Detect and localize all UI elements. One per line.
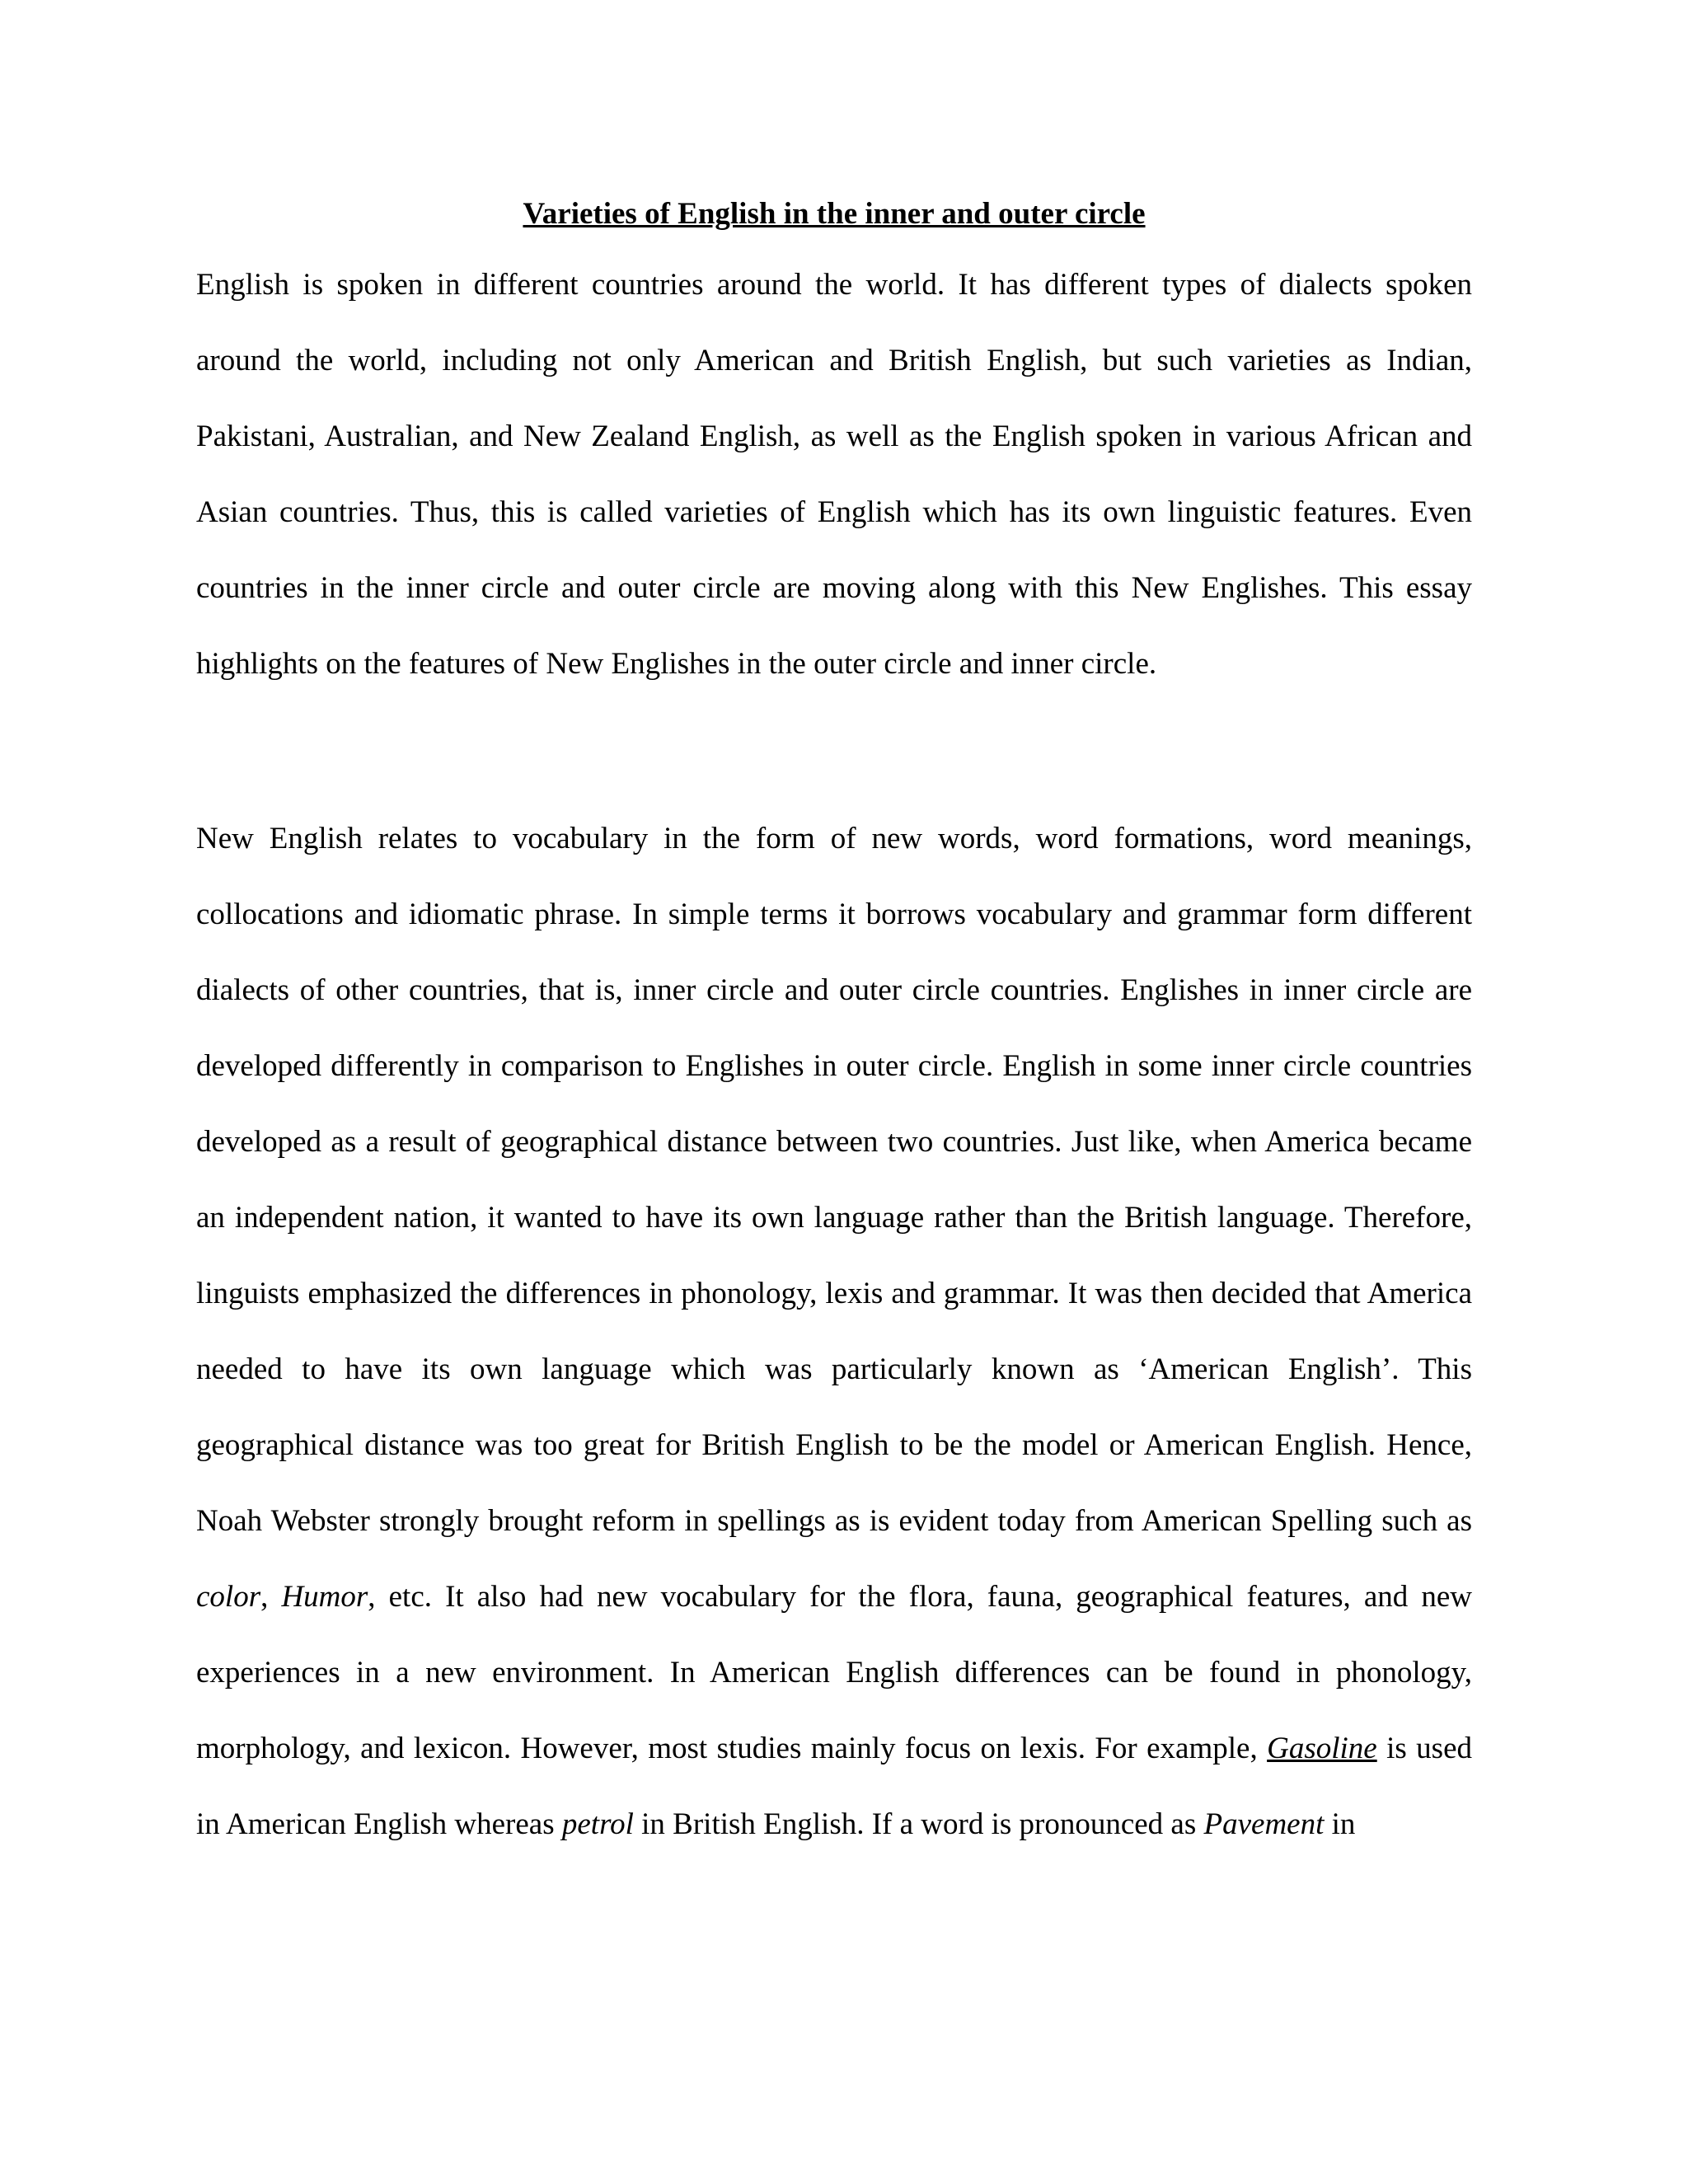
paragraph-text: , (260, 1580, 282, 1614)
italic-word-petrol: petrol (561, 1807, 634, 1841)
paragraph-text: in British English. If a word is pronounced as (633, 1807, 1204, 1841)
underlined-word-gasoline: Gasoline (1267, 1732, 1377, 1765)
paragraph-intro: English is spoken in different countries around the world. It has different types of dialects spoken around the world, including not only American and British English, but such varieties as Indian, Pakistani, Australian, and New Zealand English, as well as the English spoken in various African and Asian countries. Thus, this is called varieties of English which has its own linguistic features. Even countries in the inner circle and outer circle are moving along with this New Englishes. This essay highlights on the features of New Englishes in the outer circle and inner circle. (196, 268, 1472, 681)
italic-word-pavement: Pavement (1203, 1807, 1325, 1841)
paragraph-text: in (1324, 1807, 1356, 1841)
paragraph-text: is used in American English whereas (196, 1732, 1472, 1841)
italic-word-humor: Humor (281, 1580, 368, 1614)
italic-word-color: color (196, 1580, 261, 1614)
document-title: Varieties of English in the inner and outer circle (523, 197, 1146, 231)
paragraph-text: New English relates to vocabulary in the form of new words, word formations, word meanings, collocations and idiomatic phrase. In simple terms it borrows vocabulary and grammar form different dialects of other countries, that is, inner circle and outer circle countries. Englishes in inner circle are developed differently in comparison to Englishes in outer circle. English in some inner circle countries developed as a result of geographical distance between two countries. Just like, when America became an independent nation, it wanted to have its own language rather than the British language. Therefore, linguists emphasized the differences in phonology, lexis and grammar. It was then decided that America needed to have its own language which was particularly known as ‘American English’. This geographical distance was too great for British English to be the model or American English. Hence, Noah Webster strongly brought reform in spellings as is evident today from American Spelling such as (196, 822, 1472, 1538)
paragraph-text: , etc. It also had new vocabulary for the flora, fauna, geographical features, and new experiences in a new environment. In American English differences can be found in phonology, morphology, and lexicon. However, most studies mainly focus on lexis. For example, (196, 1580, 1473, 1765)
paragraph-body (196, 801, 1472, 1863)
